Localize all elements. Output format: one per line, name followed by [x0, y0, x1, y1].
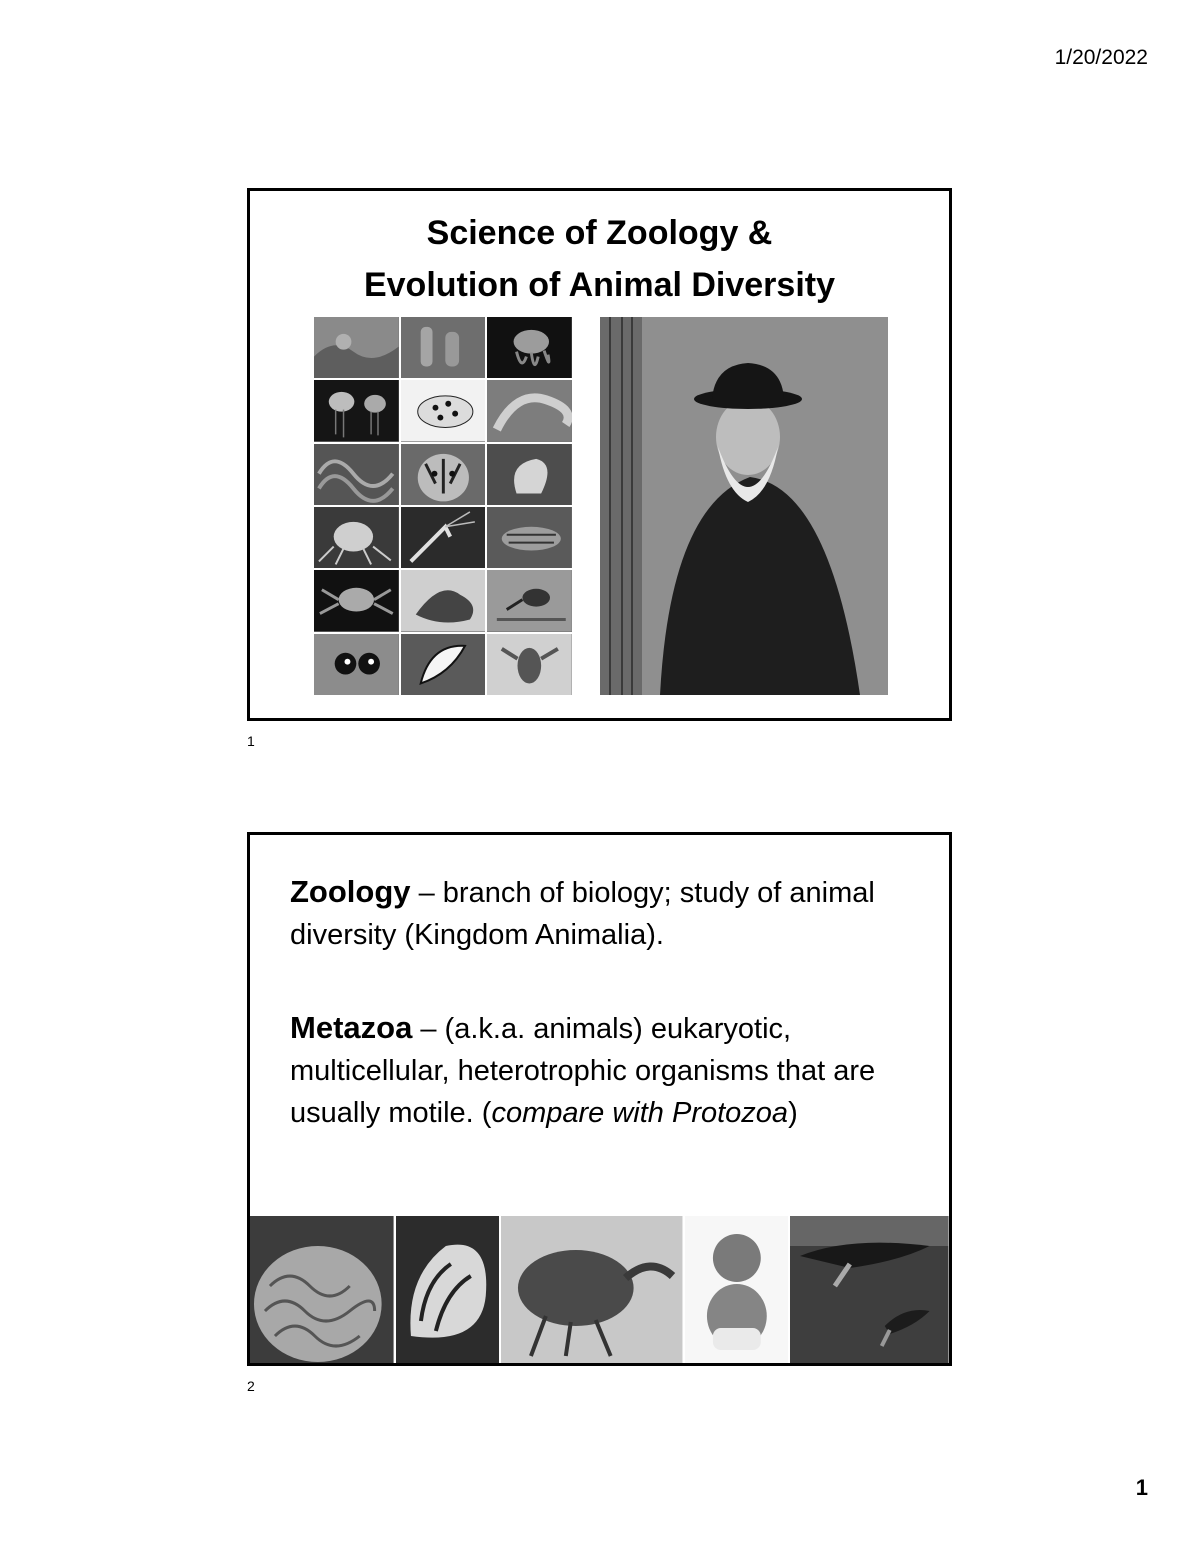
- photo-tile: [314, 570, 399, 631]
- bearded-man-portrait: [600, 317, 888, 695]
- whales-photo: [790, 1216, 949, 1363]
- photo-tile: [314, 634, 399, 695]
- slide-1-number: 1: [247, 733, 255, 749]
- page-number: 1: [1135, 1475, 1148, 1500]
- header-date: 1/20/2022: [1054, 46, 1148, 69]
- slide-1-title: [250, 207, 949, 311]
- baby-photo: [685, 1216, 789, 1363]
- photo-tile: [487, 634, 572, 695]
- photo-tile: [401, 444, 486, 505]
- slide-1: [247, 188, 952, 721]
- brain-coral-photo: [250, 1216, 394, 1363]
- photo-tile: [487, 317, 572, 378]
- photo-tile: [487, 507, 572, 568]
- metazoa-compare: compare with Protozoa: [491, 1097, 789, 1129]
- photo-tile: [401, 507, 486, 568]
- photo-tile: [314, 507, 399, 568]
- metazoa-photo-strip: [250, 1216, 949, 1363]
- photo-tile: [487, 570, 572, 631]
- photo-tile: [487, 380, 572, 441]
- metazoa-definition: [290, 1007, 930, 1134]
- slide-2: [247, 832, 952, 1366]
- metazoa-term: Metazoa: [290, 1010, 413, 1045]
- photo-tile: [401, 317, 486, 378]
- zoology-text: – branch of biology; study of animal diversity (Kingdom Animalia).: [290, 877, 875, 951]
- sea-slug-photo: [396, 1216, 500, 1363]
- photo-tile: [487, 444, 572, 505]
- photo-tile: [314, 380, 399, 441]
- animal-photo-grid: [314, 317, 572, 695]
- zoology-definition: [290, 871, 930, 956]
- photo-tile: [401, 570, 486, 631]
- photo-tile: [401, 634, 486, 695]
- slide-2-number: 2: [247, 1378, 255, 1394]
- title-line-1: Science of Zoology &: [426, 214, 773, 252]
- metazoa-text: – (a.k.a. animals) eukaryotic, multicellular, heterotrophic organisms that are usually motile. (: [290, 1013, 876, 1129]
- zoology-term: Zoology: [290, 874, 411, 909]
- photo-tile: [401, 380, 486, 441]
- photo-tile: [314, 444, 399, 505]
- title-line-2: Evolution of Animal Diversity: [363, 266, 836, 304]
- metazoa-close: ): [788, 1097, 798, 1129]
- weevil-photo: [501, 1216, 682, 1363]
- photo-tile: [314, 317, 399, 378]
